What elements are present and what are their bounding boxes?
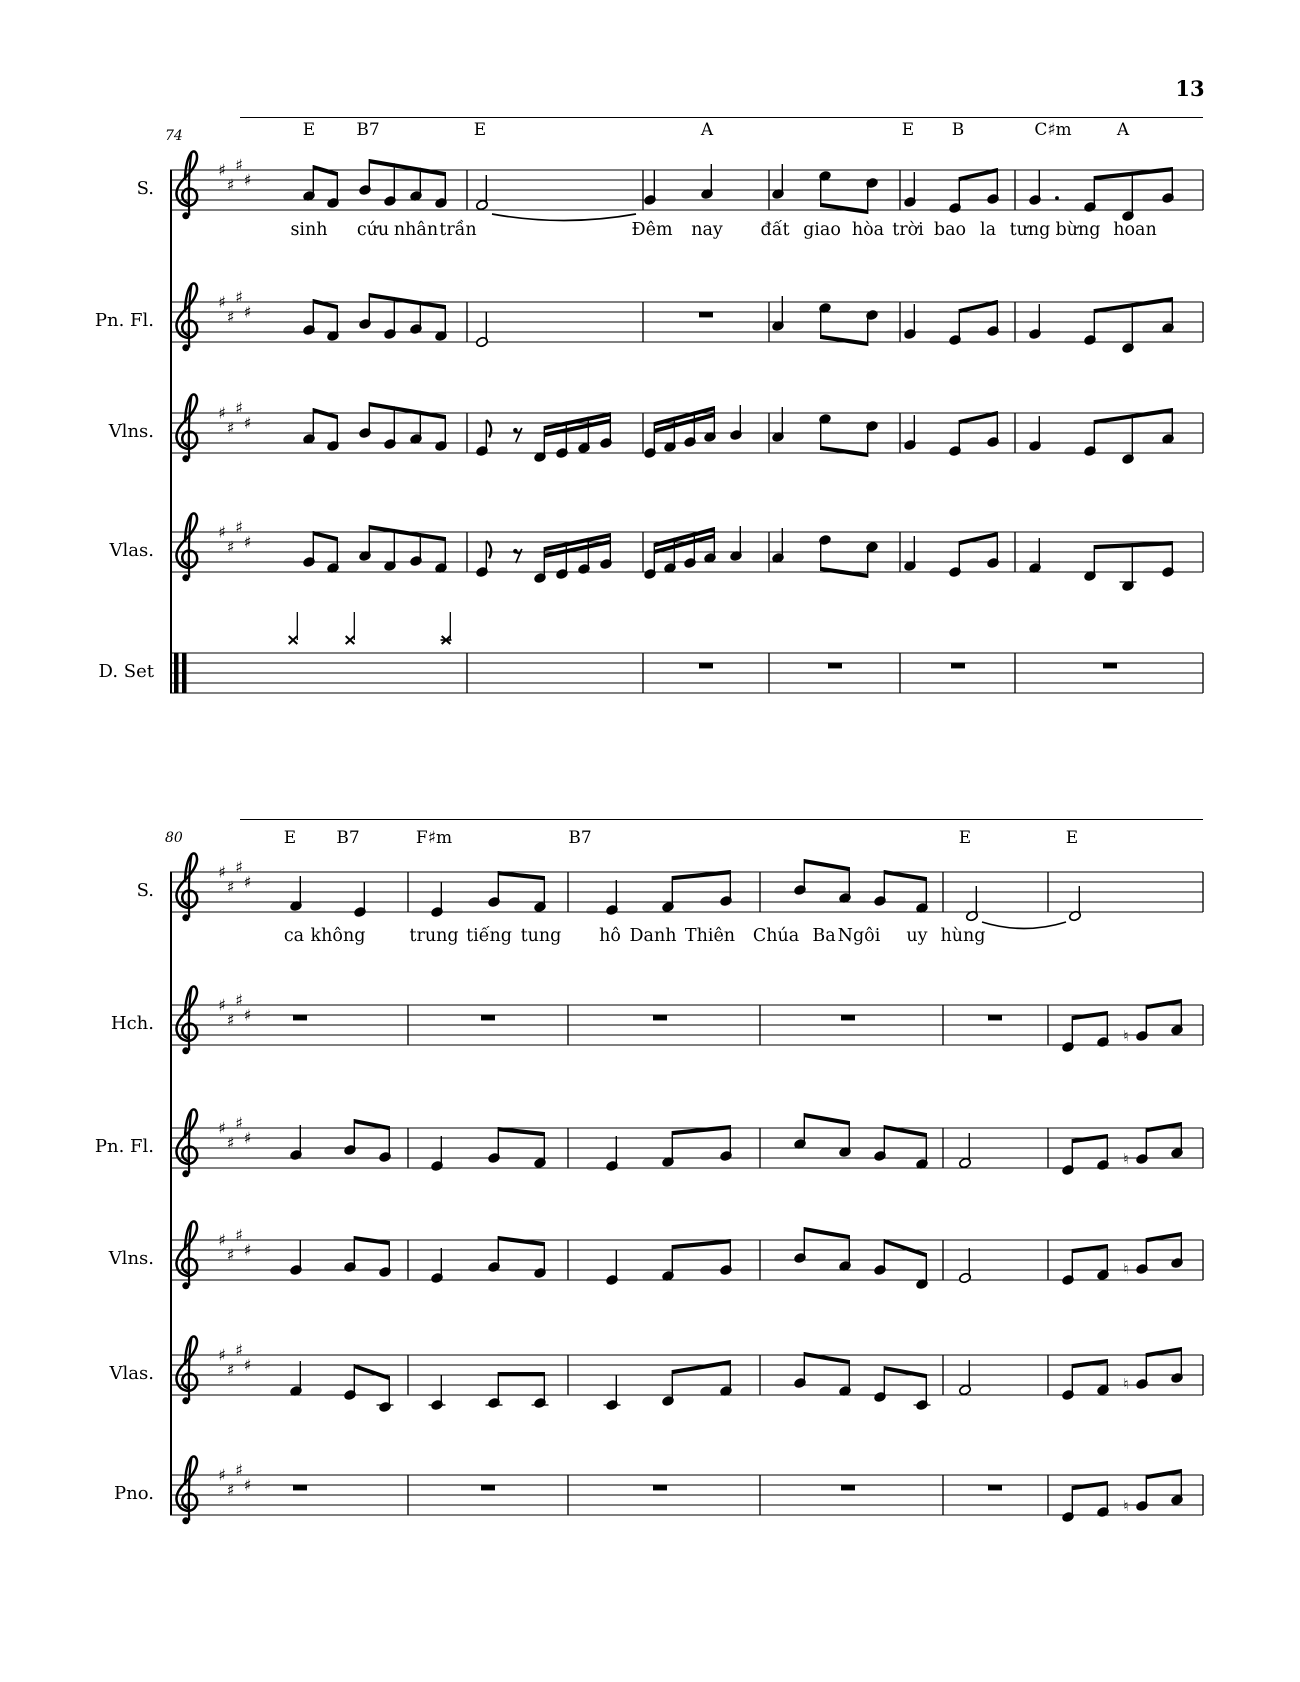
treble-clef-icon [176, 283, 197, 351]
whole-rest [828, 663, 842, 668]
chord-symbol: C♯m [1034, 120, 1072, 140]
lyric-syllable: Ba [812, 926, 836, 946]
system-2-staff-vlas [160, 1305, 1220, 1445]
sharp-icon: ♯ [243, 302, 252, 322]
system-2-staff-s [160, 822, 1220, 962]
sharp-icon: ♯ [235, 1225, 243, 1245]
treble-clef-icon [176, 853, 197, 921]
staff-label-pnfl: Pn. Fl. [94, 310, 154, 331]
chord-symbol: B [951, 120, 965, 140]
sharp-icon: ♯ [235, 287, 243, 307]
system-1-staff-s [160, 120, 1220, 260]
lyric-syllable: hòa [851, 220, 885, 240]
system-1-overline [240, 117, 1203, 118]
chord-symbol: E [958, 828, 972, 848]
lyric-syllable: ca [283, 926, 305, 946]
staff-label-s: S. [136, 178, 154, 199]
chord-symbol: B7 [336, 828, 360, 848]
staff-label-vlas: Vlas. [109, 1363, 154, 1384]
system-2-measure-number: 80 [165, 830, 183, 846]
chord-symbol: E [473, 120, 487, 140]
sharp-icon: ♯ [235, 1113, 243, 1133]
staff-label-vlns: Vlns. [108, 1248, 154, 1269]
natural-icon: ♮ [1123, 1497, 1129, 1515]
lyric-syllable: sinh [290, 220, 328, 240]
lyric-syllable: hùng [940, 926, 986, 946]
treble-clef-icon [176, 151, 197, 219]
chord-symbol: F♯m [415, 828, 453, 848]
sharp-icon: ♯ [218, 403, 226, 423]
whole-rest [1103, 663, 1117, 668]
sharp-icon: ♯ [243, 1128, 252, 1148]
lyric-syllable: trời [892, 220, 924, 240]
sharp-icon: ♯ [243, 1355, 252, 1375]
lyric-syllable: hô [599, 926, 621, 946]
whole-rest [481, 1015, 495, 1020]
whole-rest [699, 663, 713, 668]
sharp-icon: ♯ [235, 1460, 243, 1480]
lyric-syllable: không [310, 926, 366, 946]
lyric-syllable: bao [933, 220, 967, 240]
lyric-syllable: đất [760, 220, 790, 240]
whole-rest [951, 663, 965, 668]
lyric-syllable: nay [691, 220, 723, 240]
sharp-icon: ♯ [235, 517, 243, 537]
natural-icon: ♮ [1123, 1150, 1129, 1168]
sharp-icon: ♯ [235, 990, 243, 1010]
sharp-icon: ♯ [226, 418, 235, 438]
sharp-icon: ♯ [218, 1465, 226, 1485]
sharp-icon: ♯ [243, 1005, 252, 1025]
chord-symbol: E [901, 120, 915, 140]
system-1-staff-dset [160, 603, 1220, 743]
treble-clef-icon [176, 1336, 197, 1404]
sharp-icon: ♯ [218, 292, 226, 312]
whole-rest [293, 1485, 307, 1490]
sharp-icon: ♯ [218, 1345, 226, 1365]
sharp-icon: ♯ [243, 872, 252, 892]
natural-icon: ♮ [1123, 1375, 1129, 1393]
lyric-syllable: uy [906, 926, 928, 946]
lyric-syllable: cứu [356, 220, 390, 240]
lyric-syllable: trần [439, 220, 477, 240]
system-2-staff-hch [160, 955, 1220, 1095]
sharp-icon: ♯ [218, 995, 226, 1015]
staff-label-dset: D. Set [98, 661, 154, 682]
chord-symbol: B7 [356, 120, 380, 140]
chord-symbol: A [1116, 120, 1130, 140]
chord-symbol: E [283, 828, 297, 848]
lyric-syllable: tưng [1009, 220, 1051, 240]
system-1-measure-number: 74 [165, 128, 183, 144]
sharp-icon: ♯ [218, 1118, 226, 1138]
staff-label-vlns: Vlns. [108, 421, 154, 442]
sharp-icon: ♯ [218, 1230, 226, 1250]
sharp-icon: ♯ [243, 532, 252, 552]
chord-symbol: B7 [568, 828, 592, 848]
sharp-icon: ♯ [226, 307, 235, 327]
sharp-icon: ♯ [218, 862, 226, 882]
staff-label-pno: Pno. [114, 1483, 154, 1504]
whole-rest [481, 1485, 495, 1490]
treble-clef-icon [176, 986, 197, 1054]
sharp-icon: ♯ [226, 1480, 235, 1500]
lyric-syllable: tiếng [466, 926, 512, 946]
lyric-syllable: tung [520, 926, 562, 946]
chord-symbol: A [700, 120, 714, 140]
treble-clef-icon [176, 394, 197, 462]
treble-clef-icon [176, 1109, 197, 1177]
sharp-icon: ♯ [235, 1340, 243, 1360]
lyric-syllable: trung [409, 926, 459, 946]
whole-rest [841, 1015, 855, 1020]
whole-rest [653, 1485, 667, 1490]
lyric-syllable: nhân [393, 220, 439, 240]
page-number: 13 [1175, 76, 1205, 101]
sharp-icon: ♯ [243, 1240, 252, 1260]
sharp-icon: ♯ [218, 160, 226, 180]
staff-label-pnfl: Pn. Fl. [94, 1136, 154, 1157]
system-1-staff-vlas [160, 482, 1220, 622]
sharp-icon: ♯ [226, 1010, 235, 1030]
sharp-icon: ♯ [226, 1360, 235, 1380]
lyric-syllable: giao [803, 220, 841, 240]
lyric-syllable: Danh [629, 926, 677, 946]
lyric-syllable: Chúa [752, 926, 800, 946]
whole-rest [988, 1015, 1002, 1020]
whole-rest [988, 1485, 1002, 1490]
chord-symbol: E [1065, 828, 1079, 848]
treble-clef-icon [176, 1456, 197, 1524]
lyric-syllable: la [979, 220, 997, 240]
sharp-icon: ♯ [235, 857, 243, 877]
sharp-icon: ♯ [235, 398, 243, 418]
natural-icon: ♮ [1123, 1027, 1129, 1045]
lyric-syllable: Đêm [631, 220, 673, 240]
sharp-icon: ♯ [226, 175, 235, 195]
sharp-icon: ♯ [218, 522, 226, 542]
whole-rest [841, 1485, 855, 1490]
sharp-icon: ♯ [226, 1133, 235, 1153]
lyric-syllable: hoan [1113, 220, 1157, 240]
chord-symbol: E [302, 120, 316, 140]
lyric-syllable: Thiên [684, 926, 736, 946]
natural-icon: ♮ [1123, 1260, 1129, 1278]
sharp-icon: ♯ [243, 1475, 252, 1495]
sharp-icon: ♯ [226, 537, 235, 557]
staff-label-hch: Hch. [110, 1013, 154, 1034]
whole-rest [699, 312, 713, 317]
system-2-overline [240, 819, 1203, 820]
lyric-syllable: Ngôi [837, 926, 881, 946]
staff-label-s: S. [136, 880, 154, 901]
tie [982, 922, 1066, 929]
sharp-icon: ♯ [243, 413, 252, 433]
treble-clef-icon [176, 1221, 197, 1289]
staff-label-vlas: Vlas. [109, 540, 154, 561]
sharp-icon: ♯ [235, 155, 243, 175]
sharp-icon: ♯ [243, 170, 252, 190]
system-2-staff-pno [160, 1425, 1220, 1565]
tie [492, 214, 636, 221]
whole-rest [653, 1015, 667, 1020]
treble-clef-icon [176, 513, 197, 581]
sharp-icon: ♯ [226, 1245, 235, 1265]
sharp-icon: ♯ [226, 877, 235, 897]
lyric-syllable: bừng [1055, 220, 1101, 240]
whole-rest [293, 1015, 307, 1020]
